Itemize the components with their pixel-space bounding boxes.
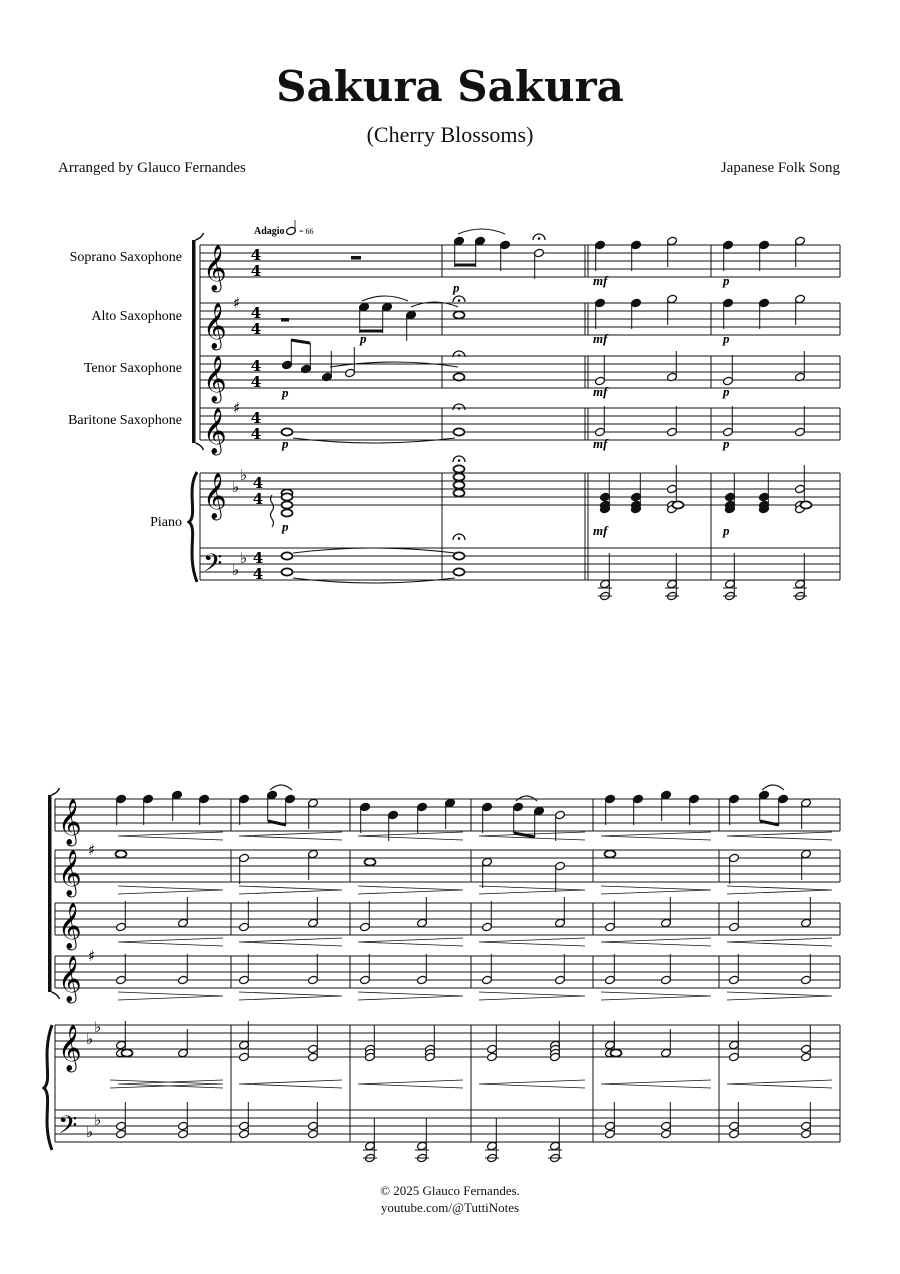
time-signature-top: 4 [250,357,262,375]
tie-slur [293,438,455,443]
arranger-credit: Arranged by Glauco Fernandes [58,160,246,176]
whole-note [454,552,465,559]
decrescendo-hairpin [601,992,711,1000]
piano-brace [44,1025,52,1150]
fermata-dot [458,459,461,462]
whole-note [282,428,293,435]
dynamic-marking: mf [593,523,608,538]
dynamic-marking: mf [593,331,608,346]
system-1 [189,220,840,601]
whole-note [801,501,812,508]
sharp-icon: ♯ [88,841,96,859]
dynamic-marking: mf [593,436,608,451]
copyright-text: © 2025 Glauco Fernandes. [380,1183,520,1198]
decrescendo-hairpin [118,886,223,894]
sharp-icon: ♯ [233,399,241,417]
crescendo-hairpin [239,832,342,840]
decrescendo-hairpin [239,886,342,894]
page-footer [0,1182,900,1216]
time-signature-bottom: 4 [250,373,262,391]
whole-note [454,311,465,318]
bass-clef-icon: 𝄢 [203,549,223,584]
time-signature-top: 4 [252,549,264,567]
whole-note [454,373,465,380]
treble-clef-icon: 𝄞 [203,245,227,291]
treble-clef-icon: 𝄞 [203,408,227,454]
channel-link: youtube.com/@TuttiNotes [380,1200,520,1215]
beam [268,821,286,825]
decrescendo-hairpin [239,992,342,1000]
crescendo-hairpin [601,832,711,840]
system-bracket [192,240,196,443]
decrescendo-hairpin [479,886,585,894]
crescendo-hairpin [727,938,832,946]
treble-clef-icon: 𝄞 [58,903,82,949]
time-signature-bottom: 4 [250,262,262,280]
treble-clef-icon: 𝄞 [58,956,82,1002]
whole-note [454,481,465,488]
crescendo-hairpin [118,938,223,946]
flat-icon: ♭ [240,466,248,484]
crescendo-hairpin [727,832,832,840]
dynamic-marking: p [723,331,730,346]
piano-brace [189,472,197,582]
whole-note [282,509,293,516]
whole-note [673,501,684,508]
sharp-icon: ♯ [88,947,96,965]
dynamic-marking: p [453,280,460,295]
decrescendo-hairpin [727,886,832,894]
whole-note [282,568,293,575]
flat-icon: ♭ [232,478,240,496]
whole-note [365,858,376,865]
flat-icon: ♭ [94,1018,102,1036]
tie-slur [293,548,455,553]
treble-clef-icon: 𝄞 [203,303,227,349]
dynamic-marking: p [282,436,289,451]
treble-clef-icon: 𝄞 [203,356,227,402]
system-2 [44,785,840,1163]
instrument-label-soprano: Soprano Saxophone [69,250,182,265]
fermata-dot [458,299,461,302]
whole-note [454,489,465,496]
beam [291,340,310,343]
treble-clef-icon: 𝄞 [58,799,82,845]
decrescendo-hairpin [479,992,585,1000]
whole-note [282,501,293,508]
score-title: Sakura Sakura [276,62,624,111]
beam [760,821,779,825]
whole-rest [351,256,361,260]
crescendo-hairpin [727,1080,832,1088]
flat-icon: ♭ [86,1123,94,1141]
time-signature-bottom: 4 [252,565,264,583]
instrument-label-baritone: Baritone Saxophone [68,413,182,428]
bracket-hook [196,233,204,240]
dynamic-marking: p [282,385,289,400]
composer-credit: Japanese Folk Song [720,160,840,176]
beam [514,833,535,837]
crescendo-hairpin [479,938,585,946]
tie-slur [362,296,408,301]
time-signature-top: 4 [252,474,264,492]
dynamic-marking: p [723,273,730,288]
time-signature-top: 4 [250,304,262,322]
decrescendo-hairpin [601,886,711,894]
whole-note [605,850,616,857]
arpeggio-icon [271,495,274,527]
instrument-label-tenor: Tenor Saxophone [83,361,182,376]
whole-note [282,552,293,559]
tempo-marking: Adagio [254,226,285,237]
fermata-dot [458,537,461,540]
flat-icon: ♭ [240,549,248,567]
dynamic-marking: p [282,519,289,534]
crescendo-hairpin [358,938,463,946]
time-signature-bottom: 4 [250,320,262,338]
crescendo-hairpin [601,1080,711,1088]
whole-note [454,473,465,480]
dynamic-marking: p [360,331,367,346]
decrescendo-hairpin [118,992,223,1000]
bass-clef-icon: 𝄢 [58,1111,78,1146]
treble-clef-icon: 𝄞 [203,473,227,519]
flat-icon: ♭ [94,1111,102,1129]
whole-note [611,1049,622,1056]
fermata-dot [538,237,541,240]
decrescendo-hairpin [727,992,832,1000]
system-bracket [48,795,52,992]
tie-slur [330,362,458,367]
treble-clef-icon: 𝄞 [58,850,82,896]
score-subtitle: (Cherry Blossoms) [366,122,534,147]
dynamic-marking: p [723,436,730,451]
dynamic-marking: p [723,384,730,399]
whole-note [454,428,465,435]
fermata-dot [458,354,461,357]
crescendo-hairpin [358,832,463,840]
tie-slur [516,796,537,801]
score-text [68,226,313,530]
tie-slur [762,785,784,790]
dynamic-marking: mf [593,273,608,288]
whole-note [122,1049,133,1056]
bracket-hook [52,788,60,795]
time-signature-top: 4 [250,246,262,264]
decrescendo-hairpin [358,886,463,894]
crescendo-hairpin [239,1080,342,1088]
time-signature-top: 4 [250,409,262,427]
sharp-icon: ♯ [233,294,241,312]
whole-note [116,850,127,857]
instrument-label-piano: Piano [150,515,182,530]
time-signature-bottom: 4 [252,490,264,508]
dynamic-marking: p [723,523,730,538]
decrescendo-hairpin [358,992,463,1000]
crescendo-hairpin [239,938,342,946]
whole-note [454,568,465,575]
whole-note [454,465,465,472]
crescendo-hairpin [479,1080,585,1088]
tempo-value: = 66 [299,227,314,236]
whole-note [282,493,293,500]
flat-icon: ♭ [232,561,240,579]
instrument-label-alto: Alto Saxophone [91,309,182,324]
time-signature-bottom: 4 [250,425,262,443]
crescendo-hairpin [358,1080,463,1088]
tie-slur [270,785,292,790]
tie-slur [458,229,505,234]
flat-icon: ♭ [86,1030,94,1048]
dynamic-marking: mf [593,384,608,399]
fermata-dot [458,407,461,410]
crescendo-hairpin [118,832,223,840]
treble-clef-icon: 𝄞 [58,1025,82,1071]
tie-slur [293,578,455,583]
half-rest [281,318,289,322]
crescendo-hairpin [601,938,711,946]
